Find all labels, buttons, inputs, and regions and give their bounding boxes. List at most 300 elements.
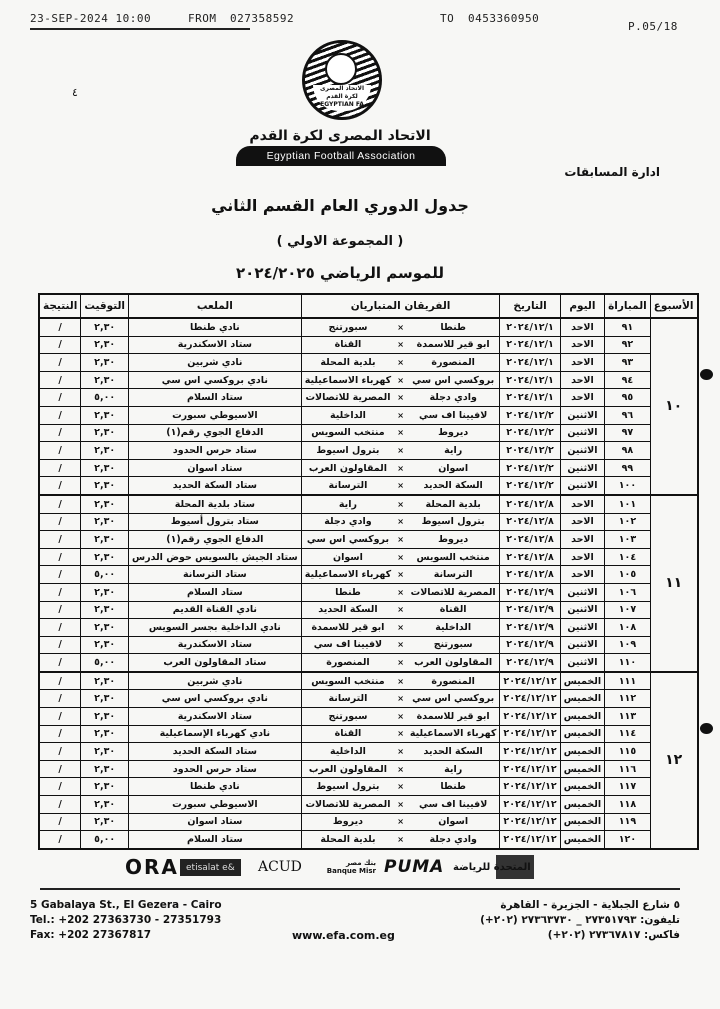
stadium: ستاد الجيش بالسويس حوض الدرس <box>129 548 302 566</box>
week-label: ١٢ <box>665 752 683 769</box>
table-row <box>39 531 698 549</box>
match-number: ١٠١ <box>605 495 651 513</box>
table-row <box>39 796 698 814</box>
match-number: ٩٦ <box>605 406 651 424</box>
table-row <box>39 813 698 831</box>
stadium: ستاد المقاولون العرب <box>129 654 302 672</box>
versus-mark: × <box>394 654 407 672</box>
kickoff-time: ٢,٣٠ <box>81 548 129 566</box>
table-row <box>39 743 698 761</box>
stadium: الاسيوطي سبورت <box>129 406 302 424</box>
phone-ar: تليفون: ٢٧٣٥١٧٩٣ _ ٢٧٣٦٣٧٣٠ (٢٠٢+) <box>480 914 680 926</box>
away-team: القناة <box>301 336 394 354</box>
week-number <box>650 318 697 495</box>
match-day: الاثنين <box>560 619 604 637</box>
match-day: الاحد <box>560 318 604 336</box>
kickoff-time: ٢,٣٠ <box>81 690 129 708</box>
match-day: الاحد <box>560 548 604 566</box>
away-team: الترسانة <box>301 477 394 495</box>
match-number: ٩٣ <box>605 354 651 372</box>
match-date: ٢٠٢٤/١٢/١ <box>506 374 554 386</box>
fax-page-number: P.05/18 <box>628 20 678 33</box>
versus-mark: × <box>394 583 407 601</box>
match-date: ٢٠٢٤/١٢/٢ <box>506 409 554 421</box>
table-row <box>39 619 698 637</box>
match-result: / <box>39 442 81 460</box>
col-teams: الفريقان المتباريان <box>301 294 500 318</box>
kickoff-time: ٥,٠٠ <box>81 831 129 849</box>
fixtures-table <box>38 293 699 850</box>
away-team: اسوان <box>301 548 394 566</box>
match-number: ١١١ <box>605 672 651 690</box>
week-label: ١١ <box>665 575 683 592</box>
home-team: بروكسي اس سي <box>407 371 500 389</box>
match-result: / <box>39 406 81 424</box>
match-day: الاثنين <box>560 424 604 442</box>
match-date: ٢٠٢٤/١٢/٢ <box>506 444 554 456</box>
table-row <box>39 336 698 354</box>
versus-mark: × <box>394 743 407 761</box>
match-date: ٢٠٢٤/١٢/١٢ <box>503 710 557 722</box>
table-row <box>39 690 698 708</box>
match-number: ١١٣ <box>605 708 651 726</box>
home-team: الترسانة <box>407 566 500 584</box>
match-day: الخميس <box>560 743 604 761</box>
home-team: ابو قير للاسمدة <box>407 336 500 354</box>
match-date: ٢٠٢٤/١٢/٩ <box>506 621 554 633</box>
match-result: / <box>39 548 81 566</box>
table-row <box>39 778 698 796</box>
stadium: الاسيوطي سبورت <box>129 796 302 814</box>
match-day: الاحد <box>560 566 604 584</box>
department-label: ادارة المسابقات <box>564 165 660 179</box>
table-row <box>39 601 698 619</box>
match-date: ٢٠٢٤/١٢/٨ <box>506 569 554 581</box>
match-number: ١٠٤ <box>605 548 651 566</box>
kickoff-time: ٢,٣٠ <box>81 513 129 531</box>
table-row <box>39 406 698 424</box>
match-date: ٢٠٢٤/١٢/١٢ <box>503 746 557 758</box>
fax-from-label: FROM <box>188 12 217 25</box>
match-number: ١٠٧ <box>605 601 651 619</box>
stadium: ستاد الاسكندرية <box>129 336 302 354</box>
fixtures-body <box>39 318 698 849</box>
match-result: / <box>39 371 81 389</box>
match-number: ١١٧ <box>605 778 651 796</box>
fax-to-number: 0453360950 <box>468 12 540 25</box>
match-date: ٢٠٢٤/١٢/٩ <box>506 657 554 669</box>
football-icon <box>325 53 357 85</box>
kickoff-time: ٢,٣٠ <box>81 760 129 778</box>
versus-mark: × <box>394 513 407 531</box>
match-number: ١١٠ <box>605 654 651 672</box>
match-number: ١١٩ <box>605 813 651 831</box>
match-day: الخميس <box>560 725 604 743</box>
away-team: منتخب السويس <box>301 672 394 690</box>
sponsor-ora-logo: ORA <box>125 855 179 879</box>
stadium: نادي شربين <box>129 354 302 372</box>
versus-mark: × <box>394 708 407 726</box>
away-team: المصرية للاتصالات <box>301 389 394 407</box>
versus-mark: × <box>394 477 407 495</box>
versus-mark: × <box>394 725 407 743</box>
home-team: القناة <box>407 601 500 619</box>
table-row <box>39 583 698 601</box>
match-day: الاحد <box>560 495 604 513</box>
match-number: ٩٤ <box>605 371 651 389</box>
home-team: اسوان <box>407 813 500 831</box>
match-result: / <box>39 459 81 477</box>
sponsor-united-logo: المتحدة للرياضة <box>450 855 534 879</box>
away-team: السكة الحديد <box>301 601 394 619</box>
away-team: الداخلية <box>301 406 394 424</box>
sponsor-etisalat-logo: etisalat e& <box>180 859 241 876</box>
stadium: ستاد حرس الحدود <box>129 760 302 778</box>
stadium: نادي القناة القديم <box>129 601 302 619</box>
table-row <box>39 760 698 778</box>
versus-mark: × <box>394 601 407 619</box>
match-day: الخميس <box>560 760 604 778</box>
stadium: نادي طنطا <box>129 318 302 336</box>
week-label: ١٠ <box>665 398 683 415</box>
season-label: للموسم الرياضي ٢٠٢٤/٢٠٢٥ <box>236 264 444 282</box>
kickoff-time: ٥,٠٠ <box>81 654 129 672</box>
match-date: ٢٠٢٤/١٢/١٢ <box>503 816 557 828</box>
kickoff-time: ٢,٣٠ <box>81 619 129 637</box>
phone-en: Tel.: +202 27363730 - 27351793 <box>30 914 222 926</box>
kickoff-time: ٢,٣٠ <box>81 354 129 372</box>
versus-mark: × <box>394 389 407 407</box>
table-row <box>39 495 698 513</box>
versus-mark: × <box>394 442 407 460</box>
table-header-row <box>39 294 698 318</box>
versus-mark: × <box>394 619 407 637</box>
home-team: طنطا <box>407 778 500 796</box>
sponsor-banque-misr-logo: بنك مصر Banque Misr <box>326 859 376 875</box>
table-row <box>39 354 698 372</box>
col-day: اليوم <box>560 294 604 318</box>
away-team: الداخلية <box>301 743 394 761</box>
match-date: ٢٠٢٤/١٢/١ <box>506 356 554 368</box>
table-row <box>39 477 698 495</box>
stadium: نادي بروكسي اس سي <box>129 371 302 389</box>
match-result: / <box>39 831 81 849</box>
stadium: نادي كهرباء الإسماعيلية <box>129 725 302 743</box>
match-result: / <box>39 566 81 584</box>
sponsor-puma-logo: PUMA <box>384 857 445 877</box>
away-team: بروكسي اس سي <box>301 531 394 549</box>
kickoff-time: ٢,٣٠ <box>81 672 129 690</box>
kickoff-time: ٢,٣٠ <box>81 743 129 761</box>
efa-logo <box>302 40 382 120</box>
match-result: / <box>39 531 81 549</box>
kickoff-time: ٢,٣٠ <box>81 442 129 460</box>
home-team: منتخب السويس <box>407 548 500 566</box>
table-row <box>39 566 698 584</box>
kickoff-time: ٢,٣٠ <box>81 495 129 513</box>
punch-hole-mark <box>700 369 713 380</box>
logo-text: الاتحاد المصرى لكرة القدم EGYPTIAN FA <box>313 85 371 111</box>
away-team: الترسانة <box>301 690 394 708</box>
match-date: ٢٠٢٤/١٢/١ <box>506 321 554 333</box>
stadium: ستاد بترول أسيوط <box>129 513 302 531</box>
home-team: وادي دجلة <box>407 831 500 849</box>
kickoff-time: ٢,٣٠ <box>81 459 129 477</box>
away-team: المقاولون العرب <box>301 459 394 477</box>
match-number: ٩٨ <box>605 442 651 460</box>
home-team: وادي دجلة <box>407 389 500 407</box>
versus-mark: × <box>394 760 407 778</box>
match-number: ٩٢ <box>605 336 651 354</box>
match-day: الاثنين <box>560 406 604 424</box>
match-number: ٩٩ <box>605 459 651 477</box>
match-date: ٢٠٢٤/١٢/١٢ <box>503 675 557 687</box>
kickoff-time: ٢,٣٠ <box>81 601 129 619</box>
stadium: ستاد السلام <box>129 831 302 849</box>
stadium: ستاد حرس الحدود <box>129 442 302 460</box>
match-number: ١١٨ <box>605 796 651 814</box>
match-result: / <box>39 601 81 619</box>
stadium: الدفاع الجوي رقم(١) <box>129 424 302 442</box>
home-team: راية <box>407 760 500 778</box>
away-team: لافيينا اف سي <box>301 636 394 654</box>
match-day: الاثنين <box>560 442 604 460</box>
match-date: ٢٠٢٤/١٢/١٢ <box>503 798 557 810</box>
col-result: النتيجة <box>39 294 81 318</box>
away-team: منتخب السويس <box>301 424 394 442</box>
home-team: المصرية للاتصالات <box>407 583 500 601</box>
match-number: ١٠٠ <box>605 477 651 495</box>
home-team: سبورتنج <box>407 636 500 654</box>
match-day: الخميس <box>560 708 604 726</box>
home-team: ديروط <box>407 531 500 549</box>
match-result: / <box>39 778 81 796</box>
away-team: كهرباء الاسماعيلية <box>301 566 394 584</box>
away-team: بلدية المحلة <box>301 354 394 372</box>
col-match: المباراة <box>605 294 651 318</box>
footer-english <box>30 898 222 943</box>
match-number: ١١٥ <box>605 743 651 761</box>
table-row <box>39 672 698 690</box>
away-team: بترول اسيوط <box>301 778 394 796</box>
group-label: ( المجموعة الاولي ) <box>276 234 404 249</box>
fax-ar: فاكس: ٢٧٣٦٧٨١٧ (٢٠٢+) <box>547 929 680 941</box>
match-result: / <box>39 513 81 531</box>
versus-mark: × <box>394 354 407 372</box>
home-team: السكة الحديد <box>407 477 500 495</box>
away-team: سبورتنج <box>301 318 394 336</box>
table-row <box>39 513 698 531</box>
sponsor-acud-logo: ACUD <box>258 859 302 875</box>
match-date: ٢٠٢٤/١٢/٢ <box>506 427 554 439</box>
versus-mark: × <box>394 796 407 814</box>
match-day: الاحد <box>560 531 604 549</box>
week-number <box>650 672 697 849</box>
home-team: لافيينا اف سي <box>407 796 500 814</box>
kickoff-time: ٢,٣٠ <box>81 424 129 442</box>
stadium: ستاد السكة الحديد <box>129 743 302 761</box>
match-result: / <box>39 708 81 726</box>
table-row <box>39 636 698 654</box>
away-team: المقاولون العرب <box>301 760 394 778</box>
home-team: بروكسي اس سي <box>407 690 500 708</box>
match-day: الاحد <box>560 513 604 531</box>
match-result: / <box>39 619 81 637</box>
kickoff-time: ٢,٣٠ <box>81 583 129 601</box>
table-row <box>39 442 698 460</box>
away-team: ديروط <box>301 813 394 831</box>
document-title: جدول الدوري العام القسم الثاني <box>211 196 469 215</box>
col-week: الأسبوع <box>650 294 697 318</box>
versus-mark: × <box>394 831 407 849</box>
versus-mark: × <box>394 406 407 424</box>
match-number: ١٠٣ <box>605 531 651 549</box>
match-date: ٢٠٢٤/١٢/٨ <box>506 516 554 528</box>
match-result: / <box>39 725 81 743</box>
versus-mark: × <box>394 778 407 796</box>
home-team: ابو قير للاسمدة <box>407 708 500 726</box>
col-date: التاريخ <box>500 294 560 318</box>
match-number: ١١٢ <box>605 690 651 708</box>
match-result: / <box>39 336 81 354</box>
versus-mark: × <box>394 566 407 584</box>
punch-hole-mark <box>700 723 713 734</box>
match-result: / <box>39 354 81 372</box>
match-day: الاثنين <box>560 654 604 672</box>
match-date: ٢٠٢٤/١٢/٢ <box>506 480 554 492</box>
table-row <box>39 371 698 389</box>
kickoff-time: ٢,٣٠ <box>81 406 129 424</box>
fax-en: Fax: +202 27367817 <box>30 929 152 941</box>
stadium: ستاد بلدية المحلة <box>129 495 302 513</box>
fax-datetime: 23-SEP-2024 10:00 <box>30 12 152 25</box>
col-stadium: الملعب <box>129 294 302 318</box>
versus-mark: × <box>394 424 407 442</box>
match-date: ٢٠٢٤/١٢/٢ <box>506 462 554 474</box>
table-row <box>39 548 698 566</box>
table-row <box>39 725 698 743</box>
match-result: / <box>39 636 81 654</box>
match-number: ١٠٨ <box>605 619 651 637</box>
match-result: / <box>39 424 81 442</box>
match-date: ٢٠٢٤/١٢/٨ <box>506 551 554 563</box>
match-day: الخميس <box>560 778 604 796</box>
match-day: الخميس <box>560 672 604 690</box>
match-number: ١٠٩ <box>605 636 651 654</box>
versus-mark: × <box>394 548 407 566</box>
home-team: بترول اسيوط <box>407 513 500 531</box>
match-day: الاثنين <box>560 636 604 654</box>
kickoff-time: ٢,٣٠ <box>81 636 129 654</box>
away-team: كهرباء الاسماعيلية <box>301 371 394 389</box>
match-number: ١٠٦ <box>605 583 651 601</box>
away-team: القناة <box>301 725 394 743</box>
home-team: المقاولون العرب <box>407 654 500 672</box>
home-team: اسوان <box>407 459 500 477</box>
handwritten-mark: ٤ <box>72 86 78 99</box>
table-row <box>39 424 698 442</box>
home-team: الداخلية <box>407 619 500 637</box>
match-result: / <box>39 796 81 814</box>
kickoff-time: ٢,٣٠ <box>81 796 129 814</box>
match-result: / <box>39 477 81 495</box>
footer-divider <box>40 888 680 890</box>
stadium: نادي طنطا <box>129 778 302 796</box>
kickoff-time: ٢,٣٠ <box>81 336 129 354</box>
match-number: ٩٥ <box>605 389 651 407</box>
stadium: ستاد الاسكندرية <box>129 636 302 654</box>
week-number <box>650 495 697 672</box>
away-team: طنطا <box>301 583 394 601</box>
versus-mark: × <box>394 318 407 336</box>
table-row <box>39 708 698 726</box>
versus-mark: × <box>394 813 407 831</box>
table-row <box>39 654 698 672</box>
match-date: ٢٠٢٤/١٢/١٢ <box>503 693 557 705</box>
match-date: ٢٠٢٤/١٢/١٢ <box>503 781 557 793</box>
match-number: ١١٦ <box>605 760 651 778</box>
kickoff-time: ٢,٣٠ <box>81 725 129 743</box>
kickoff-time: ٢,٣٠ <box>81 778 129 796</box>
match-day: الاحد <box>560 336 604 354</box>
match-day: الخميس <box>560 796 604 814</box>
match-result: / <box>39 743 81 761</box>
match-result: / <box>39 318 81 336</box>
website-link[interactable]: www.efa.com.eg <box>292 929 395 942</box>
home-team: المنصورة <box>407 672 500 690</box>
away-team: راية <box>301 495 394 513</box>
address-ar: ٥ شارع الجبلاية - الجزيرة - القاهرة <box>500 899 680 911</box>
kickoff-time: ٢,٣٠ <box>81 708 129 726</box>
match-number: ١٠٢ <box>605 513 651 531</box>
match-day: الاثنين <box>560 583 604 601</box>
match-result: / <box>39 760 81 778</box>
footer-arabic <box>420 898 680 943</box>
home-team: راية <box>407 442 500 460</box>
away-team: المصرية للاتصالات <box>301 796 394 814</box>
versus-mark: × <box>394 531 407 549</box>
divider <box>30 28 250 30</box>
match-day: الاحد <box>560 354 604 372</box>
stadium: ستاد اسوان <box>129 459 302 477</box>
kickoff-time: ٢,٣٠ <box>81 813 129 831</box>
stadium: نادي الداخلية بجسر السويس <box>129 619 302 637</box>
match-number: ١١٤ <box>605 725 651 743</box>
stadium: ستاد السلام <box>129 583 302 601</box>
match-result: / <box>39 654 81 672</box>
versus-mark: × <box>394 371 407 389</box>
address-en: 5 Gabalaya St., El Gezera - Cairo <box>30 899 222 911</box>
match-date: ٢٠٢٤/١٢/١٢ <box>503 834 557 846</box>
home-team: السكة الحديد <box>407 743 500 761</box>
stadium: ستاد الاسكندرية <box>129 708 302 726</box>
match-date: ٢٠٢٤/١٢/١٢ <box>503 763 557 775</box>
match-day: الاثنين <box>560 477 604 495</box>
fax-to-label: TO <box>440 12 455 25</box>
match-date: ٢٠٢٤/١٢/١٢ <box>503 728 557 740</box>
stadium: نادي بروكسي اس سي <box>129 690 302 708</box>
match-date: ٢٠٢٤/١٢/٩ <box>506 586 554 598</box>
match-result: / <box>39 389 81 407</box>
org-name-english: Egyptian Football Association <box>236 146 446 166</box>
match-number: ٩١ <box>605 318 651 336</box>
away-team: ابو قير للاسمدة <box>301 619 394 637</box>
kickoff-time: ٢,٣٠ <box>81 477 129 495</box>
match-date: ٢٠٢٤/١٢/٩ <box>506 604 554 616</box>
table-row <box>39 389 698 407</box>
stadium: ستاد الترسانة <box>129 566 302 584</box>
match-day: الاحد <box>560 389 604 407</box>
